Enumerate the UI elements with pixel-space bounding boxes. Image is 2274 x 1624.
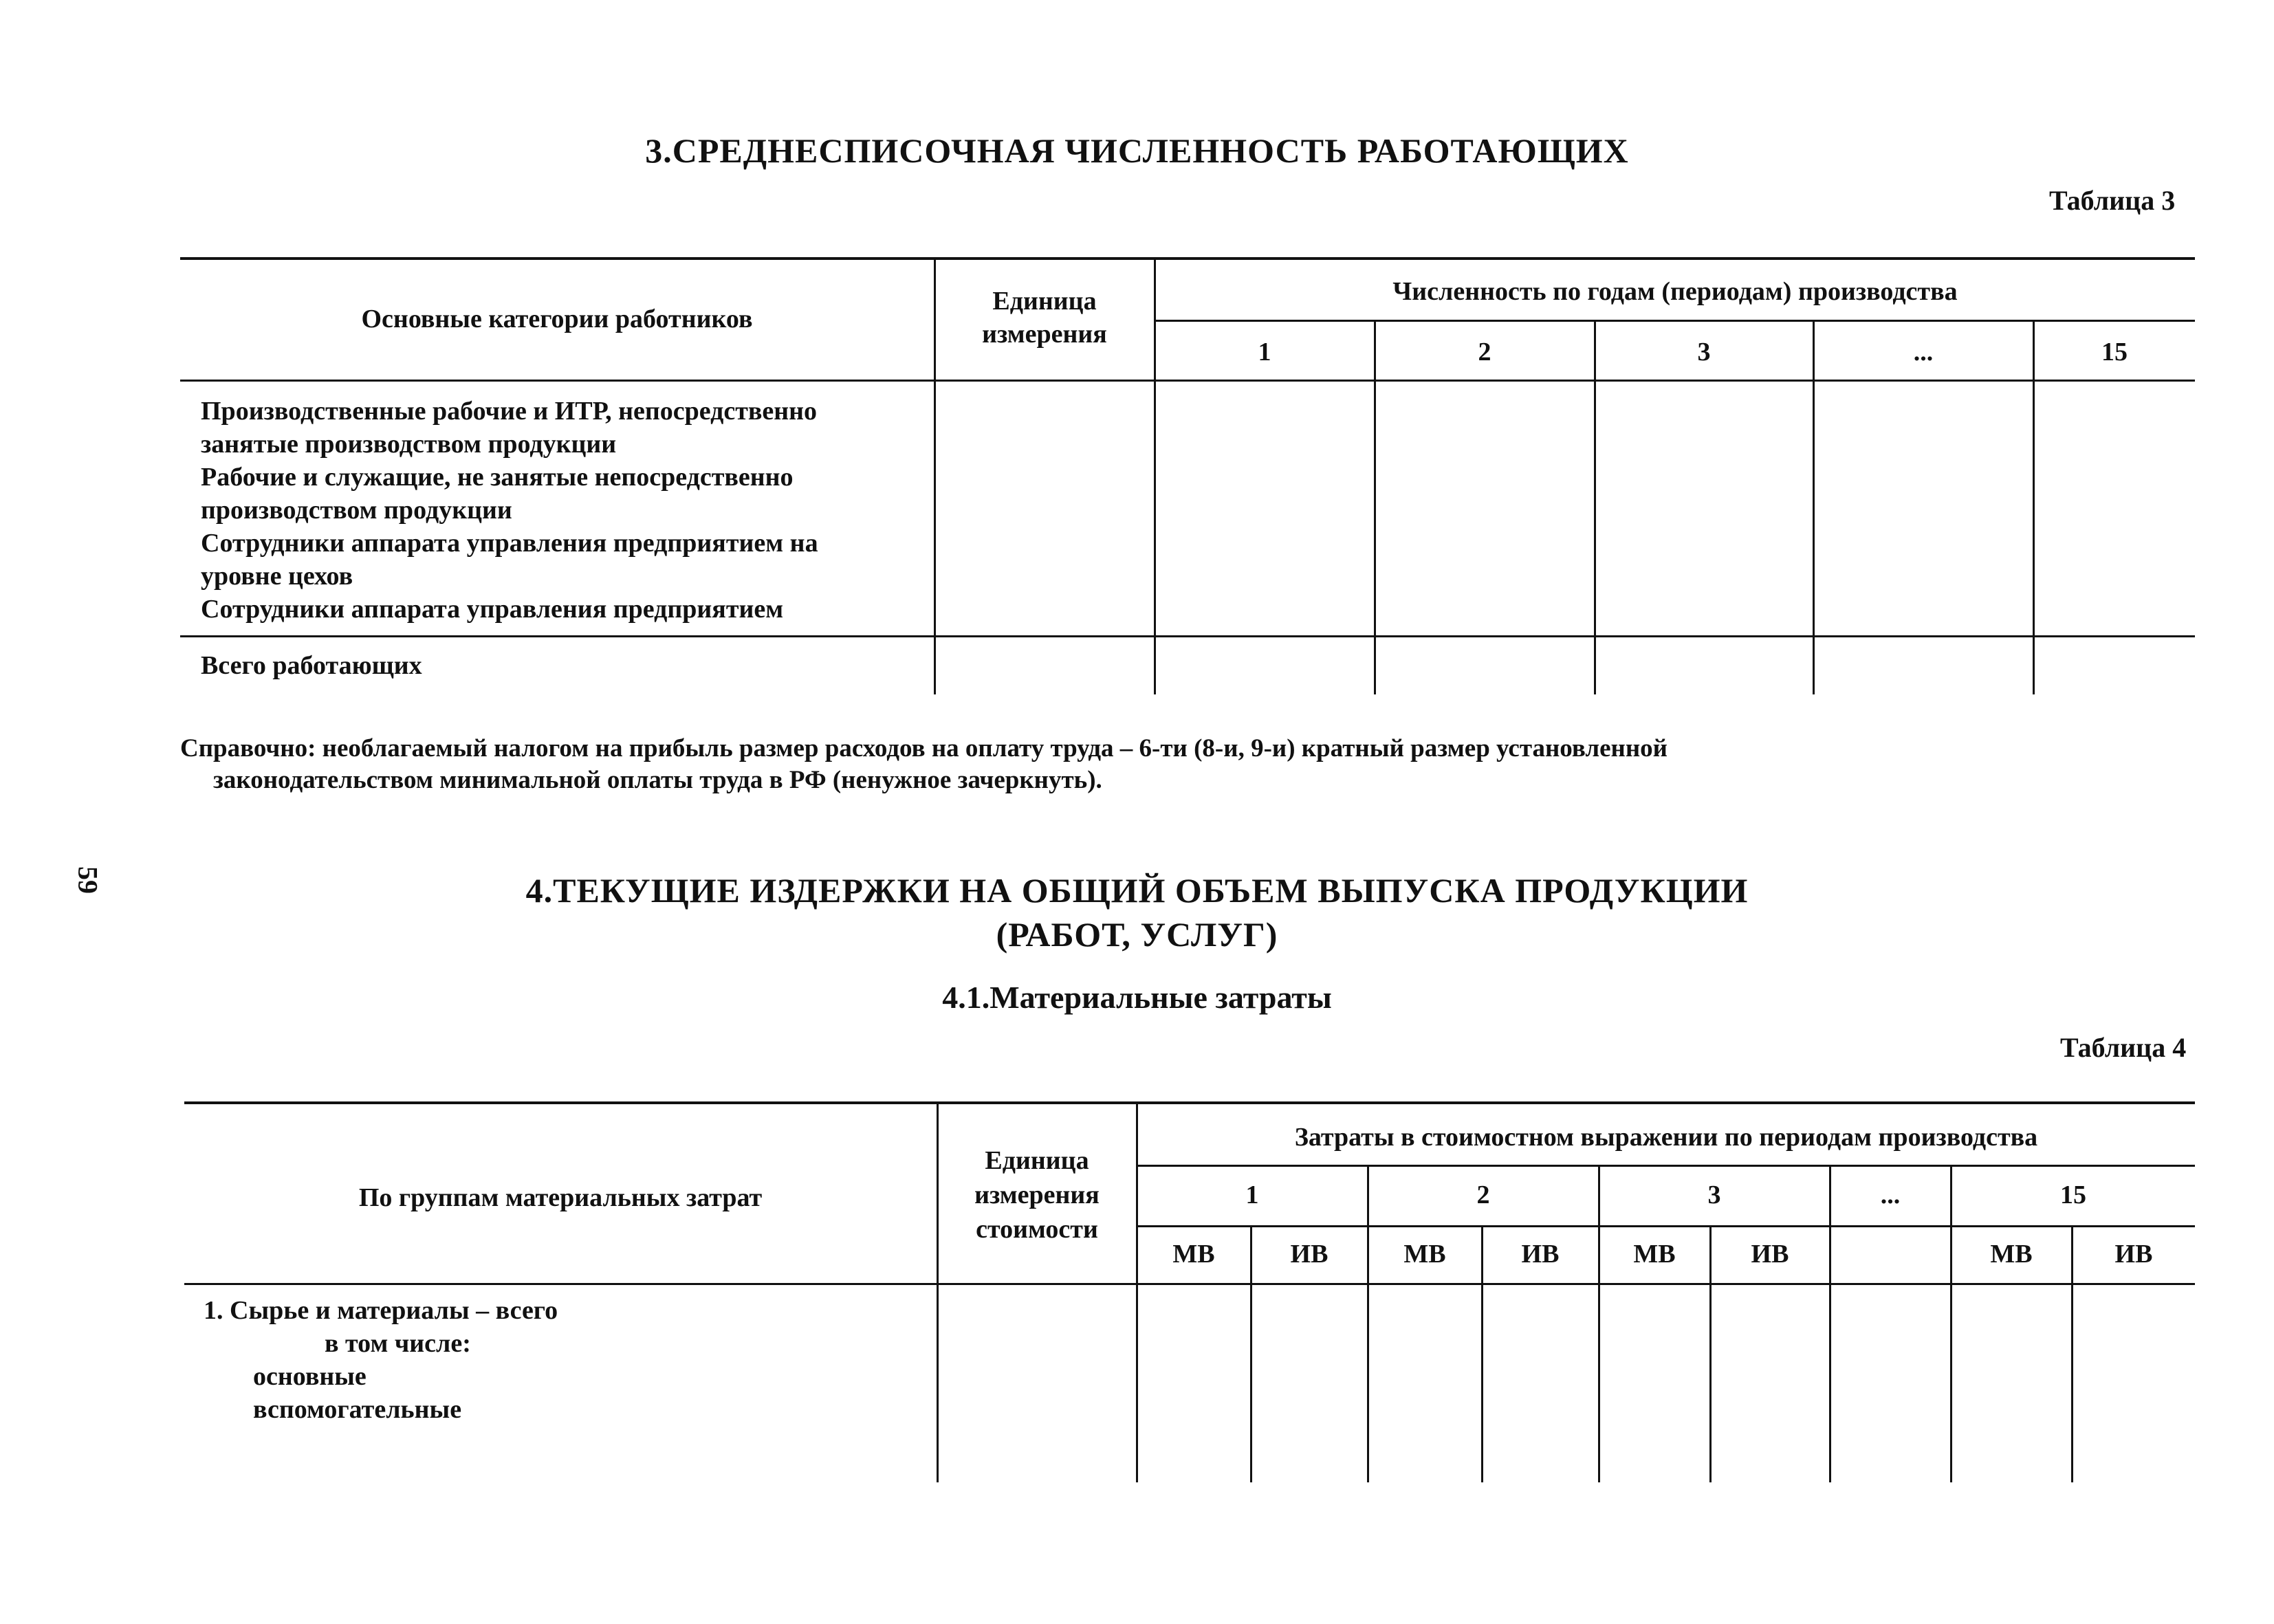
page-number: 59 bbox=[72, 866, 104, 894]
table3-period-1: 1 bbox=[1258, 338, 1271, 366]
table3-vline-p1 bbox=[1154, 257, 1156, 694]
table4-header-group-name: По группам материальных затрат bbox=[358, 1183, 763, 1212]
table3-period-2: 2 bbox=[1478, 338, 1491, 366]
table4-vline-p1 bbox=[1136, 1101, 1138, 1482]
table4-period-1: 1 bbox=[1245, 1181, 1259, 1209]
table3-row-line: занятые производством продукции bbox=[201, 430, 617, 459]
table4-p3-mv: МВ bbox=[1633, 1240, 1676, 1269]
table4-vline-p15 bbox=[1950, 1165, 1952, 1482]
table4-row-line: 1. Сырье и материалы – всего bbox=[204, 1296, 558, 1325]
table3-period-3: 3 bbox=[1697, 338, 1711, 366]
table4-period-15: 15 bbox=[2060, 1181, 2086, 1209]
table4-p15-iv: ИВ bbox=[2114, 1240, 2153, 1269]
table4-header-bottom bbox=[184, 1283, 2195, 1285]
table4-vline-p3 bbox=[1598, 1165, 1600, 1482]
table3-period-dots: ... bbox=[1913, 338, 1934, 366]
table3-total-row: Всего работающих bbox=[201, 651, 422, 680]
table3-label: Таблица 3 bbox=[2049, 185, 2176, 216]
table4-header-unit-line1: Единица bbox=[985, 1146, 1089, 1175]
table4-p3-iv: ИВ bbox=[1751, 1240, 1789, 1269]
table4-row-line: в том числе: bbox=[325, 1329, 471, 1358]
table3-header-bottom bbox=[180, 380, 2195, 382]
table4-p2-iv: ИВ bbox=[1521, 1240, 1560, 1269]
section4-title-line2: (РАБОТ, УСЛУГ) bbox=[996, 915, 1278, 954]
table4-top-border bbox=[184, 1101, 2195, 1104]
table4-label: Таблица 4 bbox=[2060, 1032, 2187, 1063]
section4-subtitle: 4.1.Материальные затраты bbox=[942, 980, 1332, 1015]
table3-row-line: Производственные рабочие и ИТР, непосредственно bbox=[201, 397, 818, 426]
table3-row-line: уровне цехов bbox=[201, 562, 353, 591]
table4-period-divider bbox=[1136, 1225, 2195, 1227]
table3-row-line: Сотрудники аппарата управления предприятием bbox=[201, 595, 784, 624]
table3-total-divider bbox=[180, 635, 2195, 637]
table4-row-line: вспомогательные bbox=[253, 1395, 462, 1424]
table4-header-period-group: Затраты в стоимостном выражении по периодам производства bbox=[1294, 1123, 2038, 1152]
table3-row-line: производством продукции bbox=[201, 496, 512, 525]
table3-vline-p3 bbox=[1594, 320, 1596, 694]
table3-note-line1: Справочно: необлагаемый налогом на прибыль размер расходов на оплату труда – 6-ти (8-и, 9-и) кратный размер установленной bbox=[180, 734, 1668, 762]
table3-header-category: Основные категории работников bbox=[361, 305, 753, 333]
table4-p1-mv: МВ bbox=[1172, 1240, 1215, 1269]
table4-p2-mv: МВ bbox=[1403, 1240, 1446, 1269]
table3-header-unit: Единица измерения bbox=[982, 287, 1107, 349]
table4-period-dots: ... bbox=[1880, 1181, 1901, 1209]
table4-period-3: 3 bbox=[1707, 1181, 1721, 1209]
section4-title-line1: 4.ТЕКУЩИЕ ИЗДЕРЖКИ НА ОБЩИЙ ОБЪЕМ ВЫПУСКА ПРОДУКЦИИ bbox=[525, 871, 1749, 910]
table4-vline-pdots bbox=[1829, 1165, 1831, 1482]
table4-period-2: 2 bbox=[1476, 1181, 1490, 1209]
table4-p15-mv: МВ bbox=[1990, 1240, 2033, 1269]
table4-header-unit-line2: измерения bbox=[974, 1181, 1100, 1209]
table4-row-line: основные bbox=[253, 1362, 367, 1391]
table4-group-divider bbox=[1136, 1165, 2195, 1167]
table3-vline-p15 bbox=[2033, 320, 2035, 694]
table3-top-border bbox=[180, 257, 2195, 260]
table3-group-divider bbox=[1154, 320, 2195, 322]
table3-row-line: Сотрудники аппарата управления предприятием на bbox=[201, 529, 818, 558]
table3-vline-p2 bbox=[1374, 320, 1376, 694]
table4-header-unit-line3: стоимости bbox=[976, 1215, 1098, 1244]
table4-p1-iv: ИВ bbox=[1290, 1240, 1329, 1269]
table3-period-15: 15 bbox=[2101, 338, 2128, 366]
table3-row-line: Рабочие и служащие, не занятые непосредственно bbox=[201, 463, 794, 492]
table3-header-period-group: Численность по годам (периодам) производства bbox=[1392, 277, 1958, 306]
table3-note-line2: законодательством минимальной оплаты труда в РФ (ненужное зачеркнуть). bbox=[213, 766, 1102, 794]
table4-vline-p2 bbox=[1367, 1165, 1369, 1482]
table3-vline-pdots bbox=[1813, 320, 1815, 694]
section3-title: 3.СРЕДНЕСПИСОЧНАЯ ЧИСЛЕННОСТЬ РАБОТАЮЩИХ bbox=[645, 131, 1629, 170]
